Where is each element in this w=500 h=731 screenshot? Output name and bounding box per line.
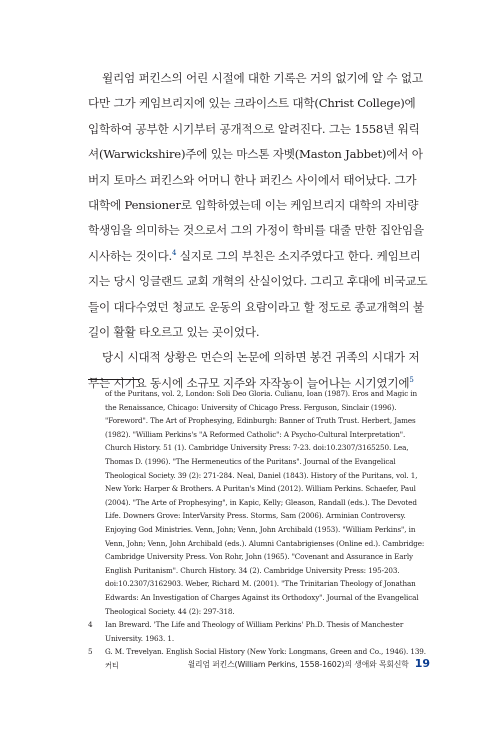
page-footer	[188, 657, 430, 670]
running-head: 윌리엄 퍼킨스(William Perkins, 1558-1602)의 생애와 목회신학	[187, 660, 409, 669]
footnote-number: 4	[88, 620, 93, 630]
paragraph-2-text: 당시 시대적 상황은 먼슨의 논문에 의하면 봉건 귀족의 시대가 저무는 시기요 동시에 소규모 지주와 자작농이 늘어나는 시기였기에	[88, 350, 420, 390]
body-text	[88, 66, 428, 396]
footnote-number: 5	[88, 647, 93, 657]
paragraph-1-text: 윌리엄 퍼킨스의 어린 시절에 대한 기록은 거의 없기에 알 수 없고 다만 그가 케임브리지에 있는 크라이스트 대학(Christ College)에 입학하여 공부한 시기부터 공개적으로 알려진다. 그는 1558년 워릭셔(Warwickshire)주에 있는 마스톤 자벳(Maston Jabbet)에서 아버지 토마스 퍼킨스와 어머니 한나 퍼킨스 사이에서 태어났다. 그가 대학에 Pensioner로 입학하였는데 이는 케임브리지 대학의 자비량 학생임을 의미하는 것으로서 그의 가정이 학비를 대줄 만한 집안임을 시사하는 것이다.	[88, 71, 424, 263]
footnote-text: Ian Breward. 'The Life and Theology of William Perkins' Ph.D. Thesis of Manchester University. 1963. 1.	[105, 620, 404, 643]
footnote-4	[88, 618, 428, 645]
paragraph-1-end: 실지로 그의 부친은 소지주였다고 한다. 케임브리지는 당시 잉글랜드 교회 개혁의 산실이었다. 그리고 후대에 비국교도들이 대다수였던 청교도 운동의 요람이라고 할 정도로 종교개혁의 불길이 활활 타오르고 있는 곳이었다.	[88, 248, 428, 340]
page-number: 19	[414, 657, 430, 670]
footnotes	[88, 387, 428, 672]
footnote-ref-5[interactable]: 5	[409, 375, 414, 384]
paragraph-1	[88, 66, 428, 345]
footnote-text: G. M. Trevelyan. English Social History (New York: Longmans, Green and Co., 1946). 139. 커티	[105, 647, 426, 670]
footnote-continuation: of the Puritans, vol. 2, London: Soli Deo Gloria. Culianu, Ioan (1987). Eros and Magic in the Renaissance, Chicago: University of Chicago Press. Ferguson, Sinclair (1996). "Foreword". The Art of Prophesying, Edinburgh: Banner of Truth Trust. Herbert, James (1982). "William Perkins's "A Reformed Catholic": A Psycho-Cultural Interpretation". Church History. 51 (1). Cambridge University Press: 7-23. doi:10.2307/3165250. Lea, Thomas D. (1996). "The Hermeneutics of the Puritans". Journal of the Evangelical Theological Society. 39 (2): 271-284. Neal, Daniel (1843). History of the Puritans, vol. 1, New York: Harper & Brothers. A Puritan's Mind (2012). William Perkins. Schaefer, Paul (2004). "The Arte of Prophesying", in Kapic, Kelly; Gleason, Randall (eds.). The Devoted Life. Downers Grove: InterVarsity Press. Storms, Sam (2006). Arminian Controversy. Enjoying God Ministries. Venn, John; Venn, John Archibald (1953). "William Perkins", in Venn, John; Venn, John Archibald (eds.). Alumni Cantabrigienses (Online ed.). Cambridge: Cambridge University Press. Von Rohr, John (1965). "Covenant and Assurance in Early English Puritanism". Church History. 34 (2). Cambridge University Press: 195-203. doi:10.2307/3162903. Weber, Richard M. (2001). "The Trinitarian Theology of Jonathan Edwards: An Investigation of Charges Against its Orthodoxy". Journal of the Evangelical Theological Society. 44 (2): 297-318.	[105, 389, 425, 616]
footnote-divider	[88, 379, 140, 380]
footnote-ref-4[interactable]: 4	[171, 248, 177, 257]
